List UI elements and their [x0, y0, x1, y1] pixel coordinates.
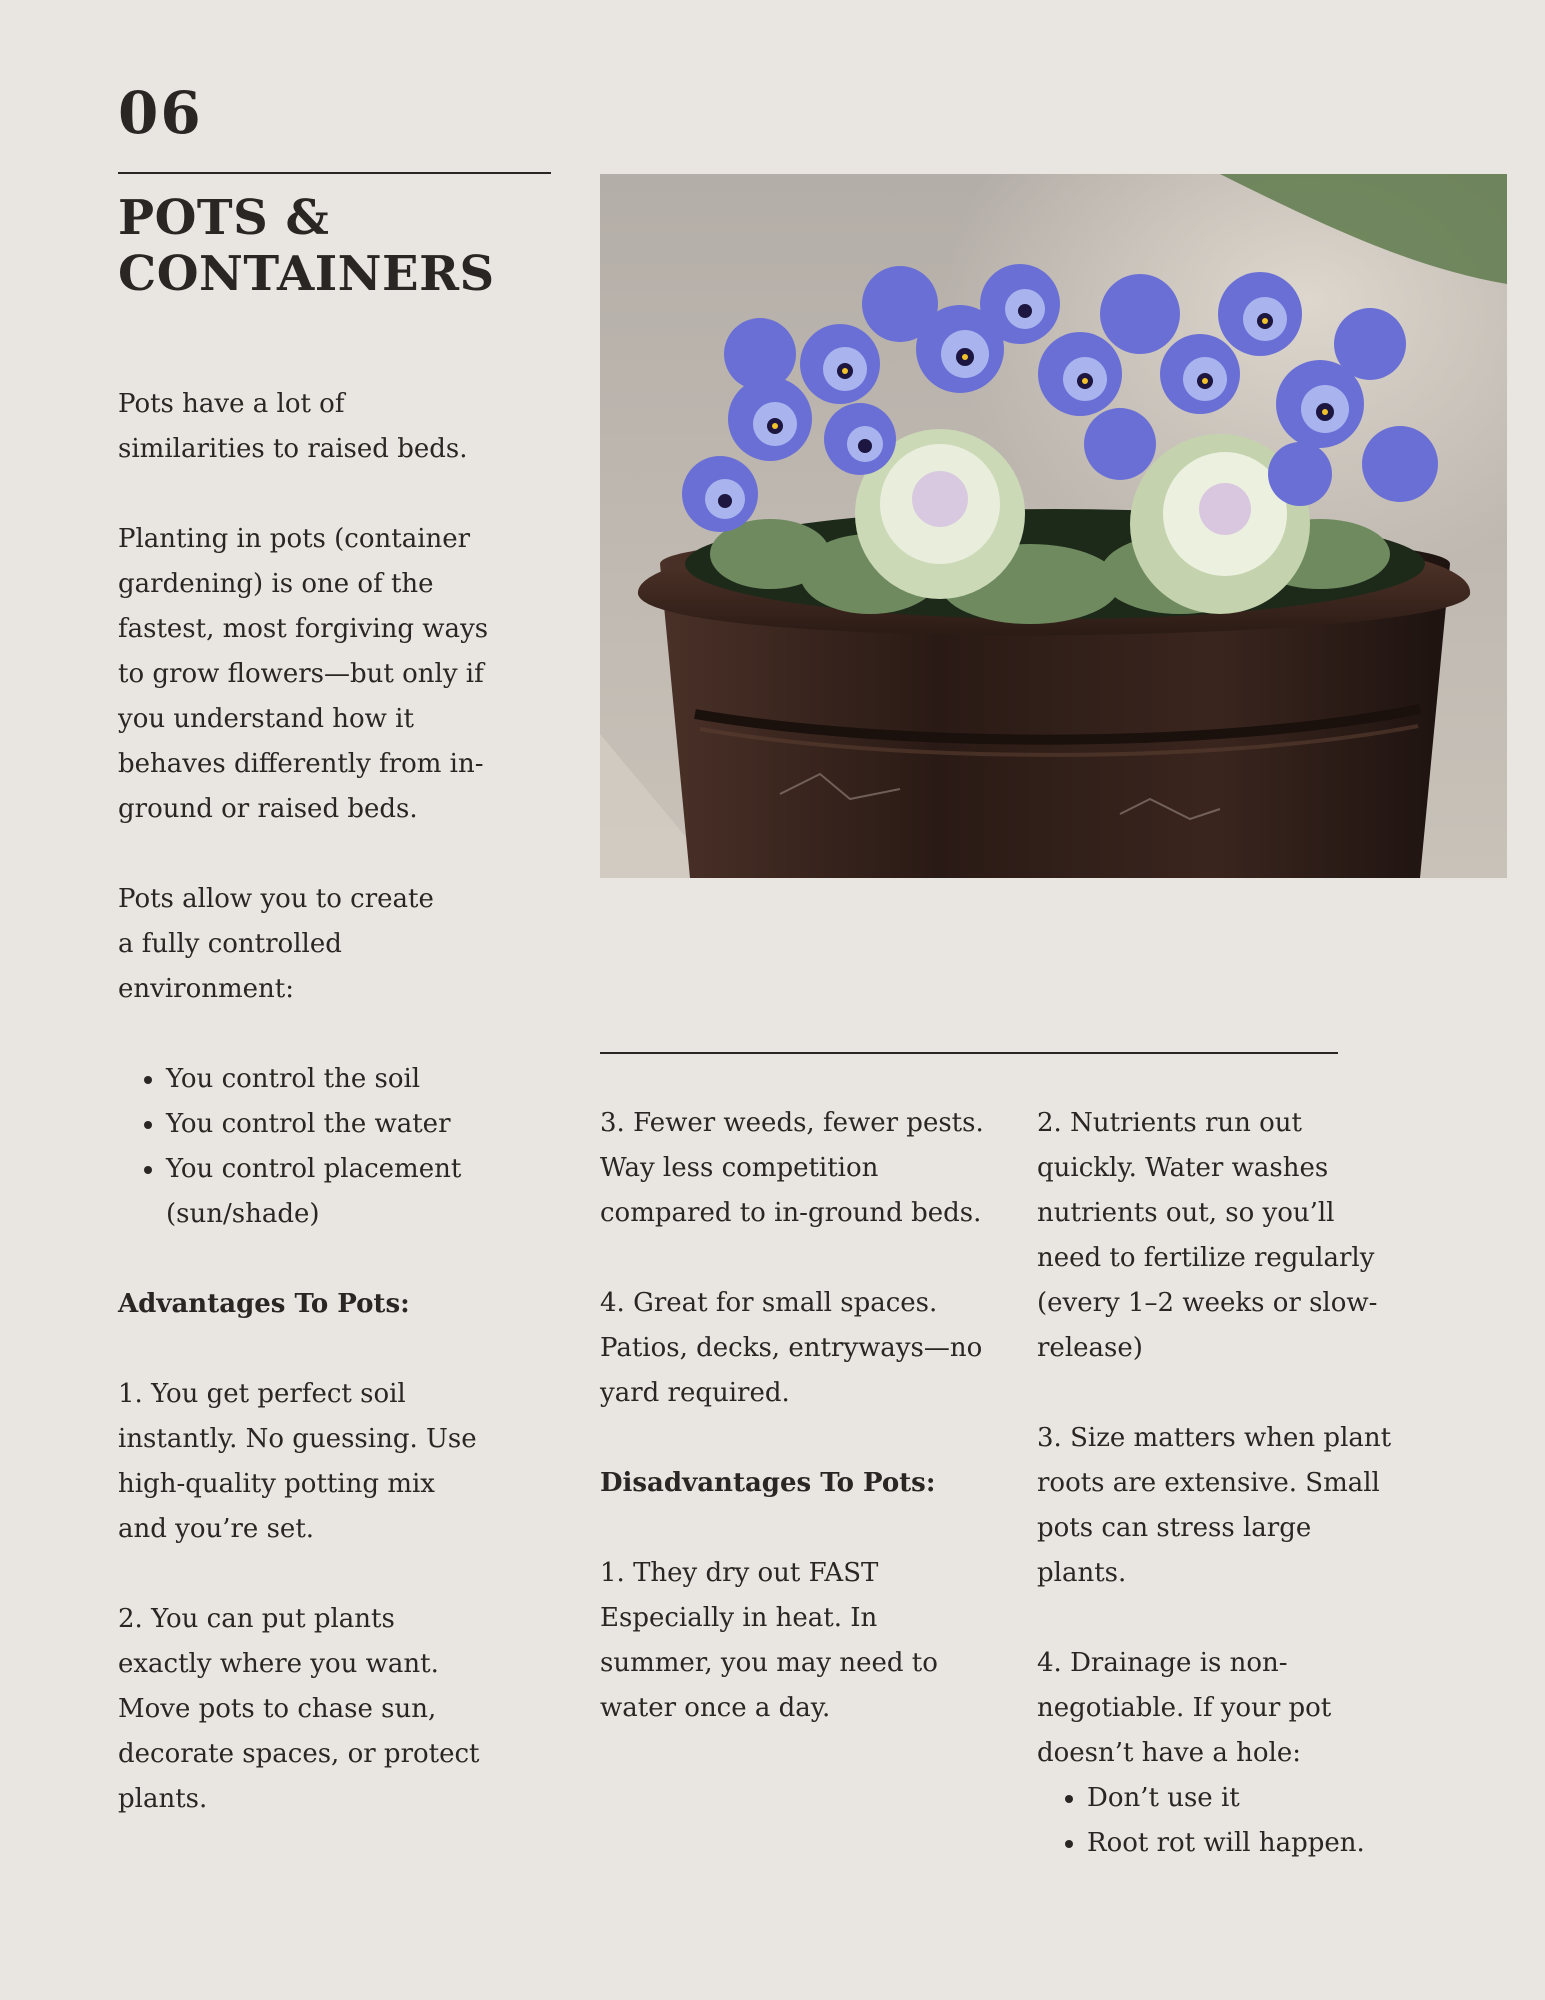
- left-column: [118, 382, 498, 1822]
- advantage-item-2: 2. You can put plants exactly where you want. Move pots to chase sun, decorate spaces, or protect plants.: [118, 1604, 480, 1814]
- advantage-item-3: 3. Fewer weeds, fewer pests. Way less competition compared to in-ground beds.: [600, 1108, 984, 1228]
- control-list: [118, 1057, 486, 1237]
- page-title: [118, 190, 495, 302]
- title-rule: [118, 172, 551, 174]
- page-title-line-2: CONTAINERS: [118, 246, 495, 302]
- page-number: 06: [118, 79, 203, 147]
- list-item: • You control placement (sun/shade): [166, 1147, 486, 1237]
- list-item: • Don’t use it: [1087, 1776, 1397, 1821]
- disadvantage-item-2: 2. Nutrients run out quickly. Water washes nutrients out, so you’ll need to fertilize regularly (every 1–2 weeks or slow-release): [1037, 1108, 1378, 1363]
- list-item: • You control the water: [166, 1102, 486, 1147]
- advantage-item-1: 1. You get perfect soil instantly. No guessing. Use high-quality potting mix and you’re set.: [118, 1379, 477, 1544]
- advantages-heading: Advantages To Pots:: [118, 1289, 410, 1319]
- disadvantage-item-3: 3. Size matters when plant roots are extensive. Small pots can stress large plants.: [1037, 1423, 1392, 1588]
- flower-pot-photo: [600, 174, 1507, 878]
- disadvantages-heading: Disadvantages To Pots:: [600, 1468, 936, 1498]
- disadvantage-item-1: 1. They dry out FAST Especially in heat. In summer, you may need to water once a day.: [600, 1558, 938, 1723]
- list-item: • Root rot will happen.: [1087, 1821, 1397, 1866]
- middle-column: [600, 1101, 1000, 1731]
- intro-paragraph-1: Pots have a lot of similarities to raised beds.: [118, 389, 468, 464]
- right-column: [1037, 1101, 1397, 1866]
- advantage-item-4: 4. Great for small spaces. Patios, decks, entryways—no yard required.: [600, 1288, 983, 1408]
- flower-pot-illustration: [600, 174, 1507, 878]
- columns-rule: [600, 1052, 1338, 1054]
- page-title-line-1: POTS &: [118, 190, 330, 246]
- disadvantage-item-4: 4. Drainage is non-negotiable. If your pot doesn’t have a hole:: [1037, 1648, 1332, 1768]
- intro-paragraph-3: Pots allow you to create a fully controlled environment:: [118, 884, 434, 1004]
- drainage-list: [1037, 1776, 1397, 1866]
- intro-paragraph-2: Planting in pots (container gardening) is one of the fastest, most forgiving ways to grow flowers—but only if you understand how it behaves differently from in-ground or raised beds.: [118, 524, 489, 824]
- list-item: • You control the soil: [166, 1057, 486, 1102]
